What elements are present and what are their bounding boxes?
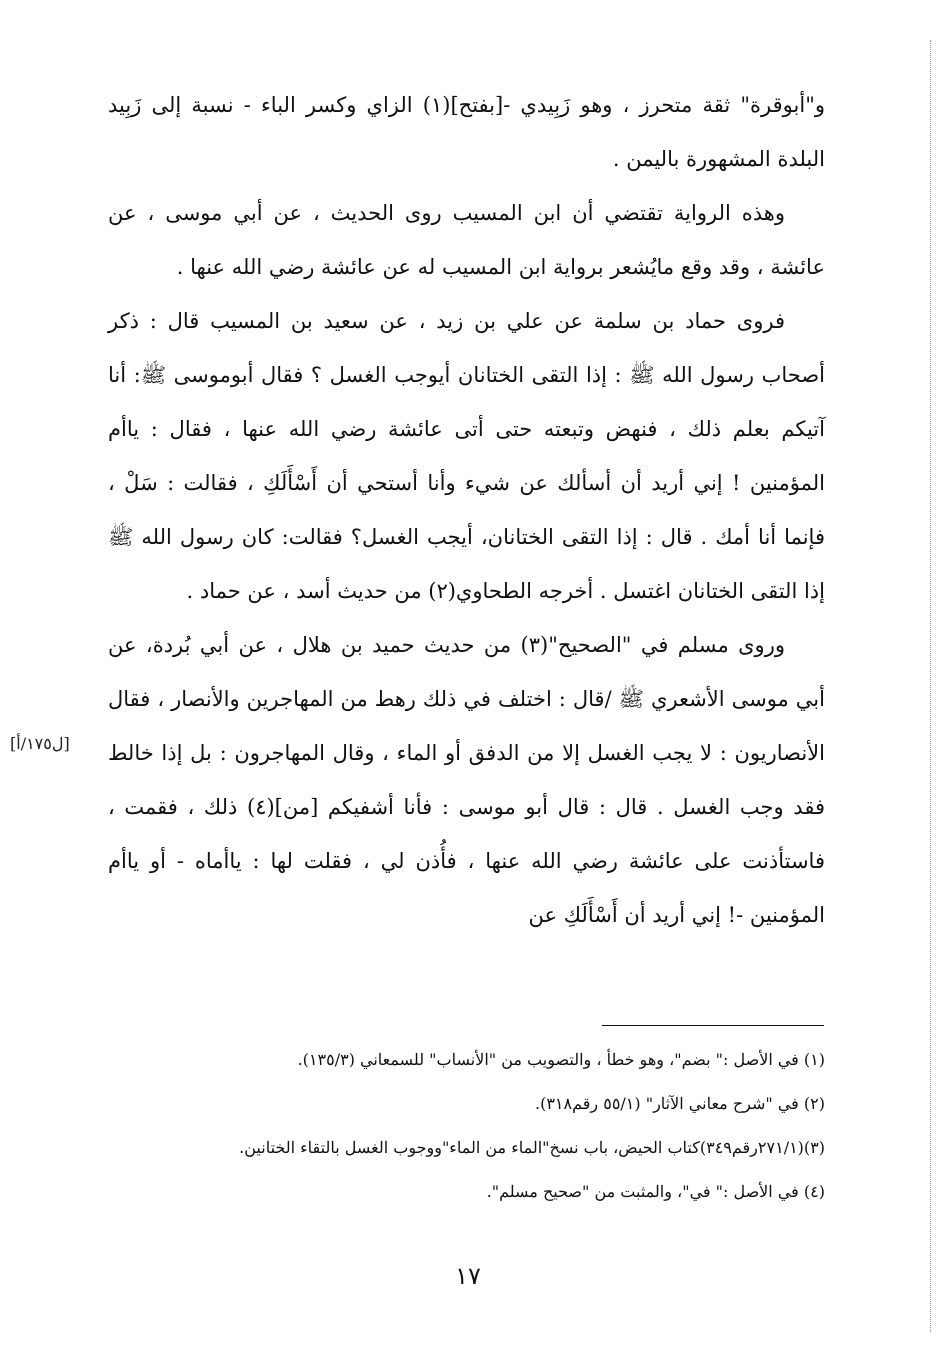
footnote-separator bbox=[602, 1025, 824, 1026]
footnotes bbox=[90, 1038, 825, 1214]
page-number: ١٧ bbox=[455, 1262, 481, 1290]
paragraph-4: وروى مسلم في "الصحيح"(٣) من حديث حميد بن هلال ، عن أبي بُردة، عن أبي موسى الأشعري ﷺ /قال : اختلف في ذلك رهط من المهاجرين والأنصار ، فقال الأنصاريون : لا يجب الغسل إلا من الدفق أو الماء ، وقال المهاجرون : بل إذا خالط فقد وجب الغسل . قال : قال أبو موسى : فأنا أشفيكم [من](٤) ذلك ، فقمت ، فاستأذنت على عائشة رضي الله عنها ، فأُذن لي ، فقلت لها : ياأماه - أو ياأم المؤمنين -! إني أريد أن أَسْأَلَكِ عن bbox=[108, 633, 825, 927]
footnote-2: (٢) في "شرح معاني الآثار" (٥٥/١ رقم٣١٨). bbox=[535, 1094, 825, 1113]
footnote-1: (١) في الأصل :" بضم"، وهو خطأ ، والتصويب من "الأنساب" للسمعاني (١٣٥/٣). bbox=[297, 1050, 825, 1069]
paragraph-3: فروى حماد بن سلمة عن علي بن زيد ، عن سعيد بن المسيب قال : ذكر أصحاب رسول الله ﷺ : إذا التقى الختانان أيوجب الغسل ؟ فقال أبوموسى ﷺ: أنا آتيكم بعلم ذلك ، فنهض وتبعته حتى أتى عائشة رضي الله عنها ، فقال : ياأم المؤمنين ! إني أريد أن أسألك عن شيء وأنا أستحي أن أَسْأَلَكِ ، فقالت : سَلْ ، فإنما أنا أمك . قال : إذا التقى الختانان، أيجب الغسل؟ فقالت: كان رسول الله ﷺ إذا التقى الختانان اغتسل . أخرجه الطحاوي(٢) من حديث أسد ، عن حماد . bbox=[108, 309, 825, 603]
footnote-3: (٣)(٢٧١/١رقم٣٤٩)كتاب الحيض، باب نسخ"الماء من الماء"ووجوب الغسل بالتقاء الختانين. bbox=[239, 1138, 825, 1157]
paragraph-2: وهذه الرواية تقتضي أن ابن المسيب روى الحديث ، عن أبي موسى ، عن عائشة ، وقد وقع مايُشعر برواية ابن المسيب له عن عائشة رضي الله عنها . bbox=[108, 201, 825, 279]
footnote-4: (٤) في الأصل :" في"، والمثبت من "صحيح مسلم". bbox=[486, 1182, 825, 1201]
page-edge-dotted-line bbox=[930, 40, 931, 1332]
paragraph-1: و"أبوقرة" ثقة متحرز ، وهو زَبِيدي -[بفتح](١) الزاي وكسر الباء - نسبة إلى زَبِيد البلدة المشهورة باليمن . bbox=[108, 93, 825, 171]
manuscript-folio-marker: [ل١٧٥/أ] bbox=[10, 734, 70, 753]
main-text bbox=[108, 78, 825, 942]
